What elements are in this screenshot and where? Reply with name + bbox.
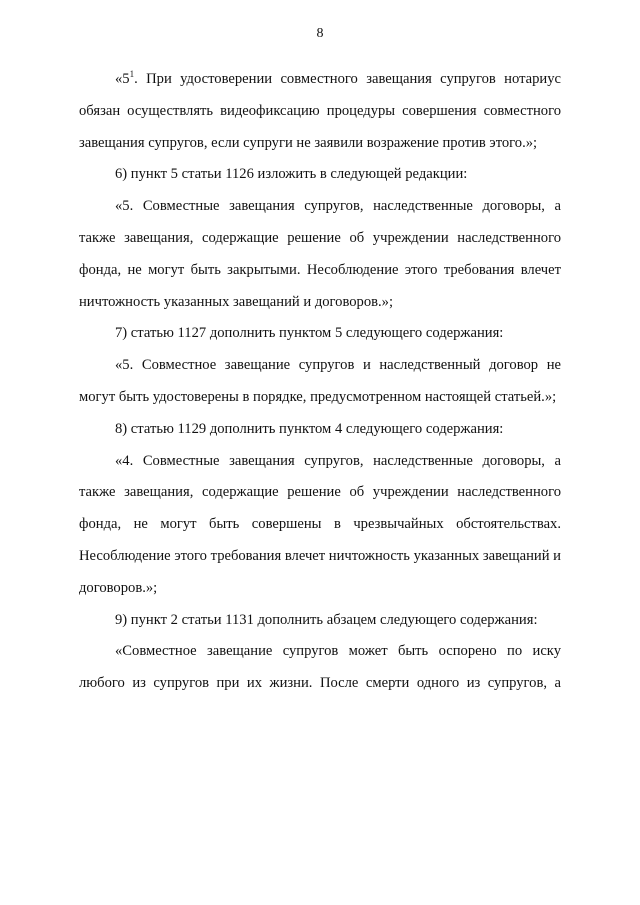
paragraph-quote-4-emergency: «4. Совместные завещания супругов, наследственные договоры, а также завещания, содержащие решение об учреждении наследственного фонда, не могут быть совершены в чрезвычайных обстоятельствах. Несоблюдение этого требования влечет ничтожность указанных завещаний и договоров.»;	[79, 452, 561, 596]
paragraph-item-6: 6) пункт 5 статьи 1126 изложить в следующей редакции:	[115, 166, 468, 183]
document-body	[79, 64, 561, 700]
paragraph-lead: «5	[115, 71, 130, 87]
paragraph-item-8: 8) статью 1129 дополнить пунктом 4 следующего содержания:	[115, 420, 504, 437]
paragraph-item-9: 9) пункт 2 статьи 1131 дополнить абзацем следующего содержания:	[115, 611, 538, 628]
paragraph-quote-5-not-certified: «5. Совместное завещание супругов и наследственный договор не могут быть удостоверены в порядке, предусмотренном настоящей статьей.»;	[79, 357, 561, 405]
superscript-marker: 1	[129, 69, 135, 79]
paragraph-quote-5-closed-wills: «5. Совместные завещания супругов, наследственные договоры, а также завещания, содержащие решение об учреждении наследственного фонда, не могут быть закрытыми. Несоблюдение этого требования влечет ничтожность указанных завещаний и договоров.»;	[79, 198, 561, 310]
paragraph-text: . При удостоверении совместного завещания супругов нотариус обязан осуществлять видеофиксацию процедуры совершения совместного завещания супругов, если супруги не заявили возражение против этого.»;	[79, 71, 561, 151]
page-number: 8	[316, 26, 324, 41]
paragraph-amendment-5-1	[79, 64, 561, 159]
paragraph-quote-contest: «Совместное завещание супругов может быть оспорено по иску любого из супругов при их жизни. После смерти одного из супругов, а	[79, 643, 561, 692]
paragraph-item-7: 7) статью 1127 дополнить пунктом 5 следующего содержания:	[115, 325, 504, 342]
